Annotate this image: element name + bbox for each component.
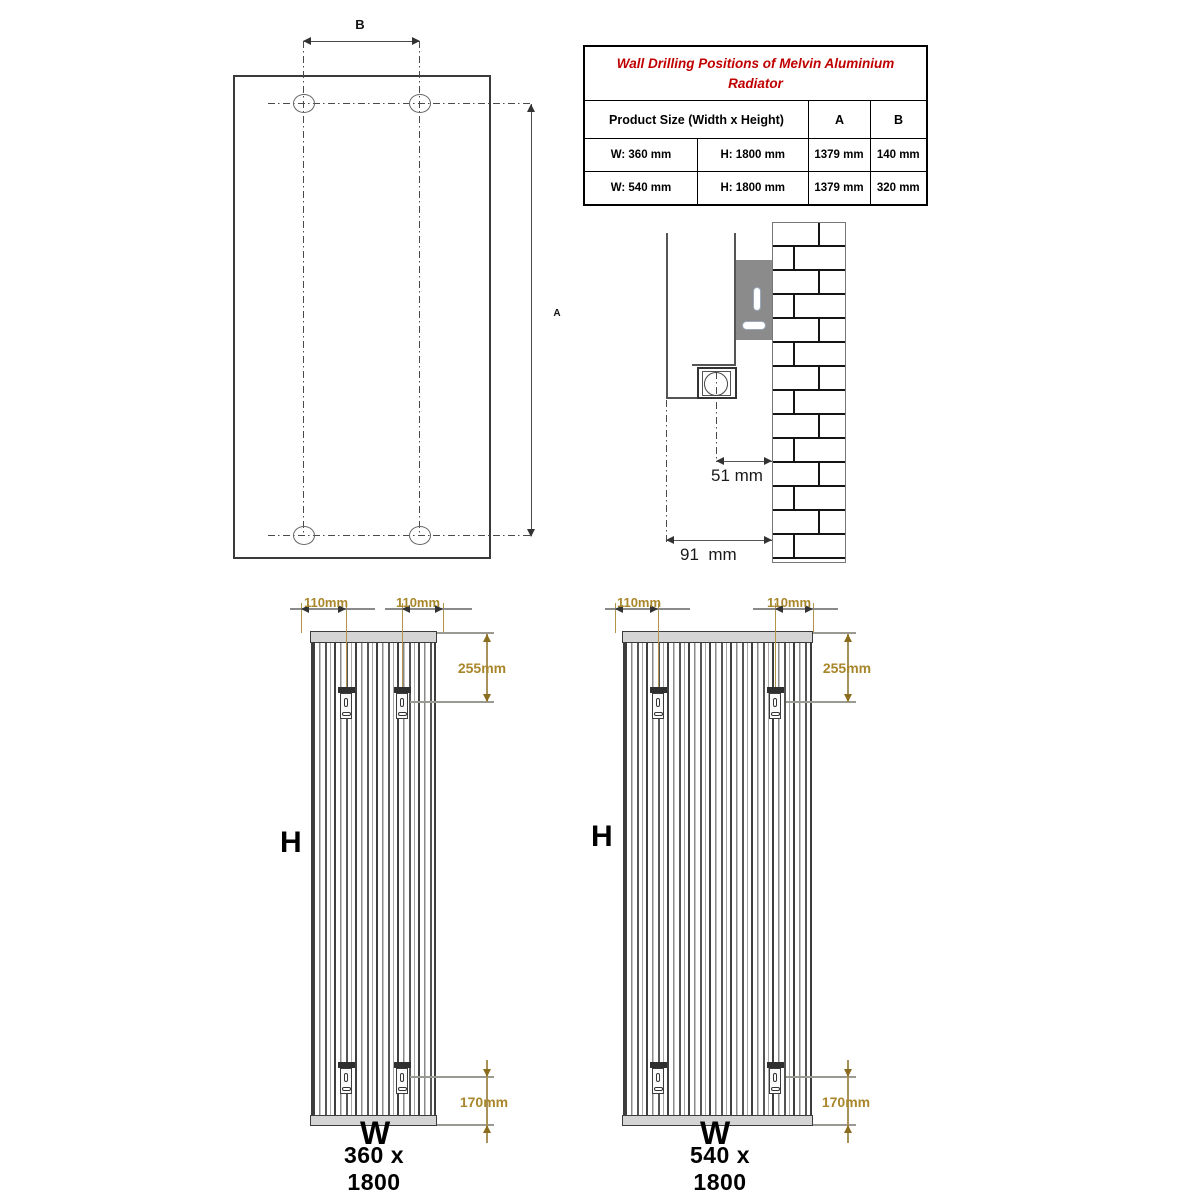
size-label: 360 x 1800	[343, 1142, 405, 1195]
radiator-top-cap	[622, 631, 813, 643]
header-col-a: A	[809, 101, 871, 138]
cell-width: W: 540 mm	[585, 171, 698, 204]
cell-a: 1379 mm	[809, 171, 871, 204]
dim-255-label: 255mm	[822, 660, 872, 676]
mounting-bracket	[650, 1062, 667, 1094]
dim-110-right-label: 110mm	[395, 595, 441, 610]
dim-255-label: 255mm	[457, 660, 507, 676]
size-label: 540 x 1800	[689, 1142, 751, 1195]
cell-b: 320 mm	[871, 171, 927, 204]
bracket-slot	[656, 698, 660, 707]
cell-a: 1379 mm	[809, 138, 871, 171]
dim-51-label: 51 mm	[711, 466, 763, 485]
dim-170-label: 170mm	[459, 1094, 509, 1110]
bracket-slot	[654, 712, 663, 716]
width-label: W	[700, 1115, 731, 1151]
bracket-slot	[773, 1073, 777, 1082]
dim-arrow	[844, 1069, 852, 1077]
table-title-line1: Wall Drilling Positions of Melvin Aluminium	[616, 56, 895, 71]
dim-arrow	[844, 634, 852, 642]
bracket-body	[652, 1068, 664, 1094]
cell-height: H: 1800 mm	[698, 138, 809, 171]
cell-b: 140 mm	[871, 138, 927, 171]
cell-width: W: 360 mm	[585, 138, 698, 171]
dim-170-label: 170mm	[821, 1094, 871, 1110]
dim-91-label: 91 mm	[680, 545, 737, 564]
dim-b-label: B	[355, 17, 365, 32]
header-product-size: Product Size (Width x Height)	[585, 101, 809, 138]
mounting-bracket	[767, 1062, 784, 1094]
mounting-bracket	[767, 687, 784, 719]
dim-110-right-label: 110mm	[766, 595, 812, 610]
bracket-body	[769, 1068, 781, 1094]
height-label: H	[280, 826, 302, 859]
height-label: H	[591, 820, 613, 853]
bracket-body	[769, 693, 781, 719]
mounting-bracket	[650, 687, 667, 719]
header-col-b: B	[893, 112, 904, 127]
bracket-body	[652, 693, 664, 719]
dim-arrow	[844, 1125, 852, 1133]
bracket-slot	[771, 1087, 780, 1091]
table-title-line2: Radiator	[728, 76, 783, 91]
dim-a-label: A	[553, 308, 561, 319]
dim-110-left-label: 110mm	[303, 595, 349, 610]
dim-arrow	[844, 694, 852, 702]
bracket-slot	[656, 1073, 660, 1082]
bracket-slot	[771, 712, 780, 716]
bracket-slot	[773, 698, 777, 707]
extension-line	[658, 603, 659, 687]
extension-line	[775, 603, 776, 687]
cell-height: H: 1800 mm	[698, 171, 809, 204]
dim-110-left-label: 110mm	[616, 595, 662, 610]
width-label: W	[360, 1115, 391, 1151]
bracket-slot	[654, 1087, 663, 1091]
